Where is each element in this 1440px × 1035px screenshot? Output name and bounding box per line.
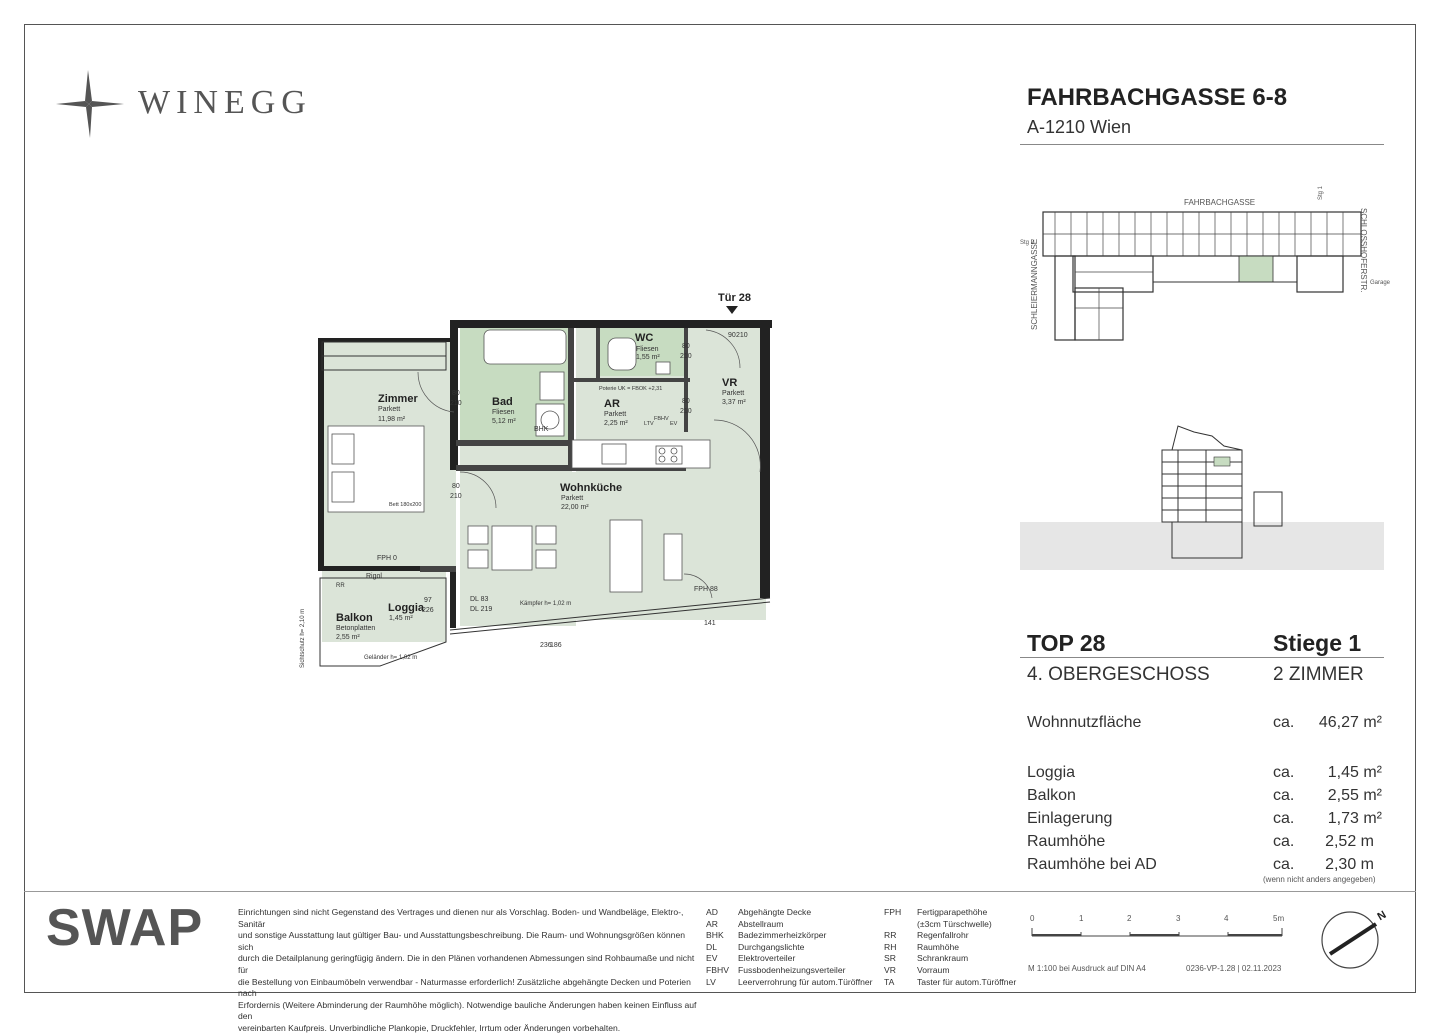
legend-text: Vorraum — [917, 964, 950, 975]
dim-80: 80 — [682, 343, 690, 350]
dim-210: 210 — [450, 493, 462, 500]
legend-code: SR — [884, 953, 896, 964]
site-street-left: SCHLEIERMANNGASSE — [1030, 238, 1039, 330]
poterie-label: Poterie UK = FBOK +2,31 — [599, 386, 663, 392]
legend-code: RH — [884, 941, 897, 952]
site-plan — [1015, 185, 1390, 348]
room-wc-area: 1,55 m² — [636, 354, 660, 361]
living-area-ca: ca. — [1273, 714, 1295, 731]
detail-label: Raumhöhe — [1027, 833, 1106, 850]
details-note: (wenn nicht anders angegeben) — [1263, 875, 1376, 884]
detail-ca: ca. — [1273, 856, 1295, 873]
room-zimmer-name: Zimmer — [378, 393, 418, 405]
dim-90: 90 — [728, 332, 736, 339]
legend-code: VR — [884, 964, 896, 975]
winegg-star-icon — [52, 68, 132, 140]
room-bad-name: Bad — [492, 396, 513, 408]
entrance-arrow-icon — [726, 306, 738, 314]
legal-line: durch die Detailplanung geringfügig ändern. Die in den Plänen vorhandenen Abmessungen sind Rohbaumaße und nicht für — [238, 953, 695, 975]
gelaender-label: Geländer h= 1,02 m — [364, 655, 418, 661]
site-street-right: SCHLOSSHOFERSTR. — [1359, 208, 1368, 293]
fph0-label: FPH 0 — [377, 555, 397, 562]
address-city: A-1210 Wien — [1027, 117, 1132, 137]
detail-label: Loggia — [1027, 764, 1076, 781]
legend-text: Abgehängte Decke — [738, 907, 812, 917]
detail-label: Raumhöhe bei AD — [1027, 856, 1157, 873]
room-wohnkueche-name: Wohnküche — [560, 482, 623, 494]
legend-code: FPH — [884, 907, 902, 917]
legend-text: Abstellraum — [738, 918, 784, 929]
scale-tick: 5m — [1273, 914, 1285, 923]
dim-210: 210 — [450, 400, 462, 407]
room-balkon-area: 2,55 m² — [336, 634, 360, 641]
legend-code: RR — [884, 930, 897, 941]
legend-code: LV — [706, 976, 716, 987]
dim-236: 236 — [540, 642, 552, 649]
dl83-label: DL 83 — [470, 596, 489, 603]
room-loggia-area: 1,45 m² — [389, 615, 413, 622]
room-balkon-name: Balkon — [336, 612, 373, 624]
living-area-value: 46,27 m² — [1318, 714, 1382, 731]
dim-210: 210 — [680, 408, 692, 415]
dim-210: 210 — [736, 332, 748, 339]
legal-line: vereinbarten Kaufpreis. Unverbindliche Plankopie, Druckfehler, Irrtum oder Änderungen vorbehalten. — [238, 1022, 621, 1033]
footer-divider — [24, 891, 1416, 892]
detail-ca: ca. — [1273, 833, 1295, 850]
legend-code: FBHV — [706, 964, 729, 975]
legend-text: Fussbodenheizungsverteiler — [738, 964, 846, 975]
scale-tick: 2 — [1127, 914, 1132, 923]
legend-code: EV — [706, 953, 718, 964]
room-vr-name: VR — [722, 377, 738, 389]
room-ar-floor: Parkett — [604, 411, 627, 418]
legend-code — [884, 919, 901, 931]
room-vr-floor: Parkett — [722, 390, 745, 397]
rooms-count: 2 ZIMMER — [1273, 664, 1364, 685]
room-ar-name: AR — [604, 398, 620, 410]
legend-text: Durchgangslichte — [738, 941, 805, 952]
floor-label: 4. OBERGESCHOSS — [1027, 664, 1210, 685]
legend-code: AR — [706, 918, 718, 929]
brand-name: WINEGG — [138, 84, 312, 121]
bhk-label: BHK — [534, 426, 549, 433]
detail-ca: ca. — [1273, 787, 1295, 804]
dim-80: 80 — [452, 390, 460, 397]
legend-text: Raumhöhe — [917, 941, 960, 952]
living-area-label: Wohnnutzfläche — [1027, 714, 1142, 731]
room-zimmer-area: 11,98 m² — [378, 416, 406, 423]
floor-plan — [300, 300, 790, 680]
legend-text: Badezimmerheizkörper — [738, 930, 827, 941]
room-bad-floor: Fliesen — [492, 409, 515, 416]
room-zimmer-floor: Parkett — [378, 406, 401, 413]
kaempfer-label: Kämpfer h= 1,02 m — [520, 601, 572, 607]
legend-text: Fertigparapethöhe — [917, 907, 988, 917]
detail-value: 1,73 m² — [1327, 810, 1382, 827]
dim-80: 80 — [682, 398, 690, 405]
ev-label: EV — [670, 421, 678, 427]
rigol-label: Rigol — [366, 573, 382, 580]
legal-line: Erfordernis (Weitere Abminderung der Raumhöhe möglich). Notwendige bauliche Änderungen haben keinen Einfluss auf den — [238, 999, 697, 1022]
detail-value: 2,52 m — [1325, 833, 1374, 850]
stair-label: Stiege 1 — [1273, 630, 1362, 656]
legal-line: Einrichtungen sind nicht Gegenstand des Vertrages und dienen nur als Vorschlag. Boden- und Wandbeläge, Elektro-, Sanitär — [238, 907, 684, 929]
dim-80: 80 — [452, 483, 460, 490]
detail-value: 1,45 m² — [1327, 764, 1382, 781]
detail-ca: ca. — [1273, 810, 1295, 827]
top-number: TOP 28 — [1027, 630, 1106, 656]
scale-tick: 1 — [1079, 914, 1084, 923]
building-section — [1018, 410, 1386, 572]
legal-line: die Bestellung von Einbaumöbeln verwendbar - Naturmasse erforderlich! Zusätzliche abgehängte Decken und Poterien nach — [238, 976, 691, 999]
dim-210: 210 — [680, 353, 692, 360]
room-wohnkueche-area: 22,00 m² — [561, 504, 589, 511]
dim-141: 141 — [704, 620, 716, 627]
detail-value: 2,30 m — [1325, 856, 1374, 873]
room-ar-area: 2,25 m² — [604, 420, 628, 427]
legend-text: Elektroverteiler — [738, 953, 796, 964]
door-label: Tür 28 — [718, 292, 752, 304]
room-wc-name: WC — [635, 332, 654, 344]
scale-tick: 3 — [1176, 914, 1181, 923]
bed-label: Bett 180x200 — [389, 502, 422, 508]
detail-label: Balkon — [1027, 787, 1076, 804]
legend-text: (±3cm Türschwelle) — [917, 918, 992, 929]
scale-note: M 1:100 bei Ausdruck auf DIN A4 — [1028, 964, 1146, 973]
dim-186: 186 — [550, 642, 562, 649]
dim-97: 97 — [424, 597, 432, 604]
legend-text: Leerverrohrung für autom.Türöffner — [738, 976, 873, 987]
dl219-label: DL 219 — [470, 606, 493, 613]
rr-label: RR — [336, 583, 345, 589]
sichtschutz-label: Sichtschutz h= 2,10 m — [300, 608, 306, 668]
address-divider — [1020, 144, 1384, 145]
room-vr-area: 3,37 m² — [722, 399, 746, 406]
legend-text: Schrankraum — [917, 953, 969, 964]
swap-logo: SWAP — [46, 899, 204, 957]
legend-text: Taster für autom.Türöffner — [917, 976, 1017, 987]
fbhv-label: FBHV — [654, 416, 669, 422]
legend-code: DL — [706, 941, 717, 952]
detail-ca: ca. — [1273, 764, 1295, 781]
room-balkon-floor: Betonplatten — [336, 625, 376, 632]
site-stg1: Stg 1 — [1318, 185, 1324, 200]
fph88-label: FPH 88 — [694, 586, 718, 593]
scale-tick: 0 — [1030, 914, 1035, 923]
top-divider — [1020, 657, 1384, 658]
ltv-label: LTV — [644, 421, 654, 427]
plan-id: 0236-VP-1.28 | 02.11.2023 — [1186, 964, 1282, 973]
detail-value: 2,55 m² — [1327, 787, 1382, 804]
dim-226: 226 — [422, 607, 434, 614]
scale-bar — [1030, 926, 1286, 940]
site-street-top: FAHRBACHGASSE — [1184, 198, 1256, 207]
legend-code: AD — [706, 907, 718, 917]
legal-line: und sonstige Ausstattung laut gültiger Bau- und Ausstattungsbeschreibung. Die Raum- und Wohnungsgrößen können sich — [238, 930, 686, 952]
detail-label: Einlagerung — [1027, 810, 1113, 827]
room-loggia-name: Loggia — [388, 602, 425, 614]
scale-tick: 4 — [1224, 914, 1229, 923]
address-street: FAHRBACHGASSE 6-8 — [1027, 84, 1288, 111]
room-wc-floor: Fliesen — [636, 346, 659, 353]
legend-text: Regenfallrohr — [917, 930, 969, 941]
site-stg2: Stg 2 — [1020, 240, 1035, 246]
north-label: N — [1375, 908, 1389, 924]
legend-code: BHK — [706, 930, 724, 941]
site-garage: Garage — [1370, 280, 1391, 286]
room-wohnkueche-floor: Parkett — [561, 495, 584, 502]
room-bad-area: 5,12 m² — [492, 418, 516, 425]
legend-code: TA — [884, 976, 895, 987]
